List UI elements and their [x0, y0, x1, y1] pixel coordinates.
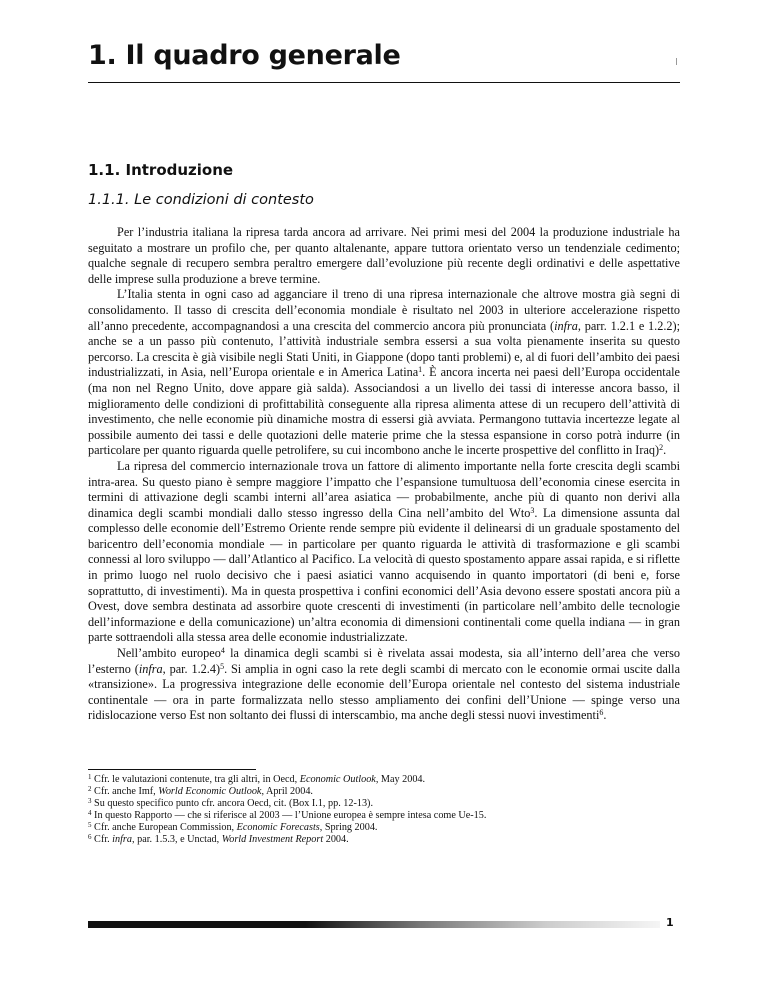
footnote-number: 5 — [88, 820, 92, 829]
text-span: . — [603, 708, 607, 723]
paragraph-3 — [88, 459, 680, 646]
footnote-text: Cfr. anche European Commission, — [94, 821, 237, 833]
footnote-italic: World Investment Report — [221, 833, 324, 845]
footnote-text: 2004. — [323, 833, 349, 845]
page-number: 1 — [666, 916, 674, 929]
text-span: L’Italia stenta in ogni caso ad agganciare il treno di una ripresa internazionale che altrove mostra già segni di consolidamento. Il tasso di crescita dell’economia mondiale è risultato nel 2003 in ulteriore accelerazione rispetto all’anno precedente, accompagnandosi a una crescita del commercio ancora più pronunciata ( — [88, 287, 680, 333]
text-span: , parr. 1.2.1 e 1.2.2); anche se a un passo più contenuto, l’attività industriale sembra essersi a sua volta pienamente inserita su questo percorso. La crescita è già visibile negli Stati Uniti, in Giappone (dopo tanti problemi) e, al di fuori dell’ambito dei paesi industrializzati, in Asia, nell’Europa orientale e in America Latina — [88, 318, 681, 380]
chapter-title: 1. Il quadro generale — [88, 40, 401, 71]
footnote-ref-2: 2 — [659, 443, 664, 453]
footnote-italic: World Economic Outlook — [158, 785, 262, 797]
text-span: . È ancora incerta nei paesi dell’Europa occidentale (ma non nel Regno Unito, dove appare già salda). Associandosi a un livello dei tassi di interesse ancora basso, il miglioramento delle condizioni di profittabilità conseguente alla ripresa alimenta attese di un recupero dell’attività di investimento, che nelle economie più dinamiche mostra di essersi già avviata. Permangono tuttavia incertezze legate al possibile aumento dei tassi e delle quotazioni delle materie prime che la stessa espansione in corso potrà indurre (in particolare per quanto riguarda quelle petrolifere, su cui incombono anche le incerte prospettive del conflitto in Iraq) — [88, 365, 680, 458]
footnote-4 — [88, 810, 680, 822]
footnote-5 — [88, 822, 680, 834]
footnote-3 — [88, 798, 680, 810]
italic-text: infra — [554, 318, 578, 333]
footnote-number: 6 — [88, 832, 92, 841]
body-text — [88, 225, 680, 724]
footnote-ref-1: 1 — [418, 365, 423, 375]
footnote-text: Cfr. — [94, 833, 113, 845]
section-title: 1.1. Introduzione — [88, 161, 234, 179]
footnote-ref-6: 6 — [599, 708, 604, 718]
paragraph-2 — [88, 287, 680, 459]
footnote-separator — [88, 769, 256, 770]
footnote-1 — [88, 774, 680, 786]
text-span: Nell’ambito europeo — [117, 646, 221, 661]
footnote-text: In questo Rapporto — che si riferisce al 2003 — l’Unione europea è sempre intesa come Ue-15. — [94, 809, 487, 821]
footnote-text: , April 2004. — [261, 785, 313, 797]
header-rule — [88, 82, 680, 83]
footer-gradient-bar — [88, 921, 660, 928]
footnote-text: , May 2004. — [375, 774, 426, 785]
footnote-text: Cfr. le valutazioni contenute, tra gli altri, in Oecd, — [94, 774, 300, 785]
footnote-italic: Economic Outlook — [299, 774, 376, 785]
text-span: , par. 1.2.4) — [162, 661, 221, 676]
footnote-text: , Spring 2004. — [319, 821, 378, 833]
footnote-text: Su questo specifico punto cfr. ancora Oecd, cit. (Box I.1, pp. 12-13). — [94, 797, 373, 809]
footnote-text: Cfr. anche Imf, — [94, 785, 159, 797]
footnote-italic: Economic Forecasts — [236, 821, 320, 833]
footnotes — [88, 774, 680, 845]
text-span: . — [663, 443, 667, 458]
footnote-ref-3: 3 — [530, 505, 535, 515]
footnote-ref-5: 5 — [220, 661, 225, 671]
footnote-number: 4 — [88, 808, 92, 817]
text-span: la dinamica degli scambi si è rivelata assai modesta, sia all’interno dell’area che verso l’esterno ( — [88, 646, 680, 676]
paragraph-4 — [88, 646, 680, 724]
footnote-number: 3 — [88, 796, 92, 805]
text-span: La ripresa del commercio internazionale trova un fattore di alimento importante nella forte crescita degli scambi intra-area. Su questo piano è sempre maggiore l’impatto che l’espansione tumultuosa dell’economia cinese esercita in termini di attivazione degli scambi interni all’area asiatica — probabilmente, anche più di quanto non derivi alla dinamica degli scambi mondiali dallo stesso ingresso della Cina nell’ambito del Wto — [88, 458, 680, 520]
text-span: . Si amplia in ogni caso la rete degli scambi di mercato con le economie ormai uscite dalla «transizione». La progressiva integrazione delle economie dell’Europa orientale nel contesto del sistema industriale continentale — ora in parte formalizzata nello stesso ampliamento dei confini dell’Unione — spinge verso una ridislocazione verso Est non soltanto dei flussi di interscambio, ma anche degli stessi nuovi investimenti — [88, 661, 681, 723]
header-tick-mark — [676, 58, 677, 65]
footnote-text: , par. 1.5.3, e Unctad, — [132, 833, 222, 845]
footnote-italic: infra — [112, 833, 132, 845]
paragraph-1: Per l’industria italiana la ripresa tarda ancora ad arrivare. Nei primi mesi del 2004 la produzione industriale ha seguitato a mostrare un profilo che, per quanto altalenante, appare tuttora orientato verso un tendenziale cedimento; qualche segnale di recupero sembra peraltro emergere dall’evoluzione più recente degli ordinativi e delle aspettative delle imprese sulla produzione a breve termine. — [88, 225, 680, 286]
footnote-number: 1 — [88, 773, 92, 781]
footnote-ref-4: 4 — [220, 646, 225, 656]
subsection-title: 1.1.1. Le condizioni di contesto — [88, 192, 314, 208]
footnote-2 — [88, 786, 680, 798]
italic-text: infra — [138, 661, 163, 676]
text-span: . La dimensione assunta dal complesso delle economie dell’Estremo Oriente rende sempre più evidente il delinearsi di un graduale spostamento del baricentro dell’economia mondiale — in particolare per quanto riguarda le attività di trasformazione e gli scambi connessi al loro sviluppo — dall’Atlantico al Pacifico. La velocità di questo spostamento appare assai rapida, e si riflette in primo luogo nel ruolo decisivo che i paesi asiatici vanno acquisendo in quanto importatori (di beni e, forse soprattutto, di investimenti). Ma in questa prospettiva i confini economici dell’Asia devono essere spostati ancora più a Ovest, dove sembra destinata ad assorbire quote crescenti di investimenti (in particolare nell’ambito delle tecnologie dell’informazione e della comunicazione) un’altra economia di dimensioni continentali come quella indiana — in gran parte sottraendoli alla stessa area delle economie industrializzate. — [88, 505, 680, 645]
footnote-6 — [88, 834, 680, 846]
footnote-number: 2 — [88, 784, 92, 793]
